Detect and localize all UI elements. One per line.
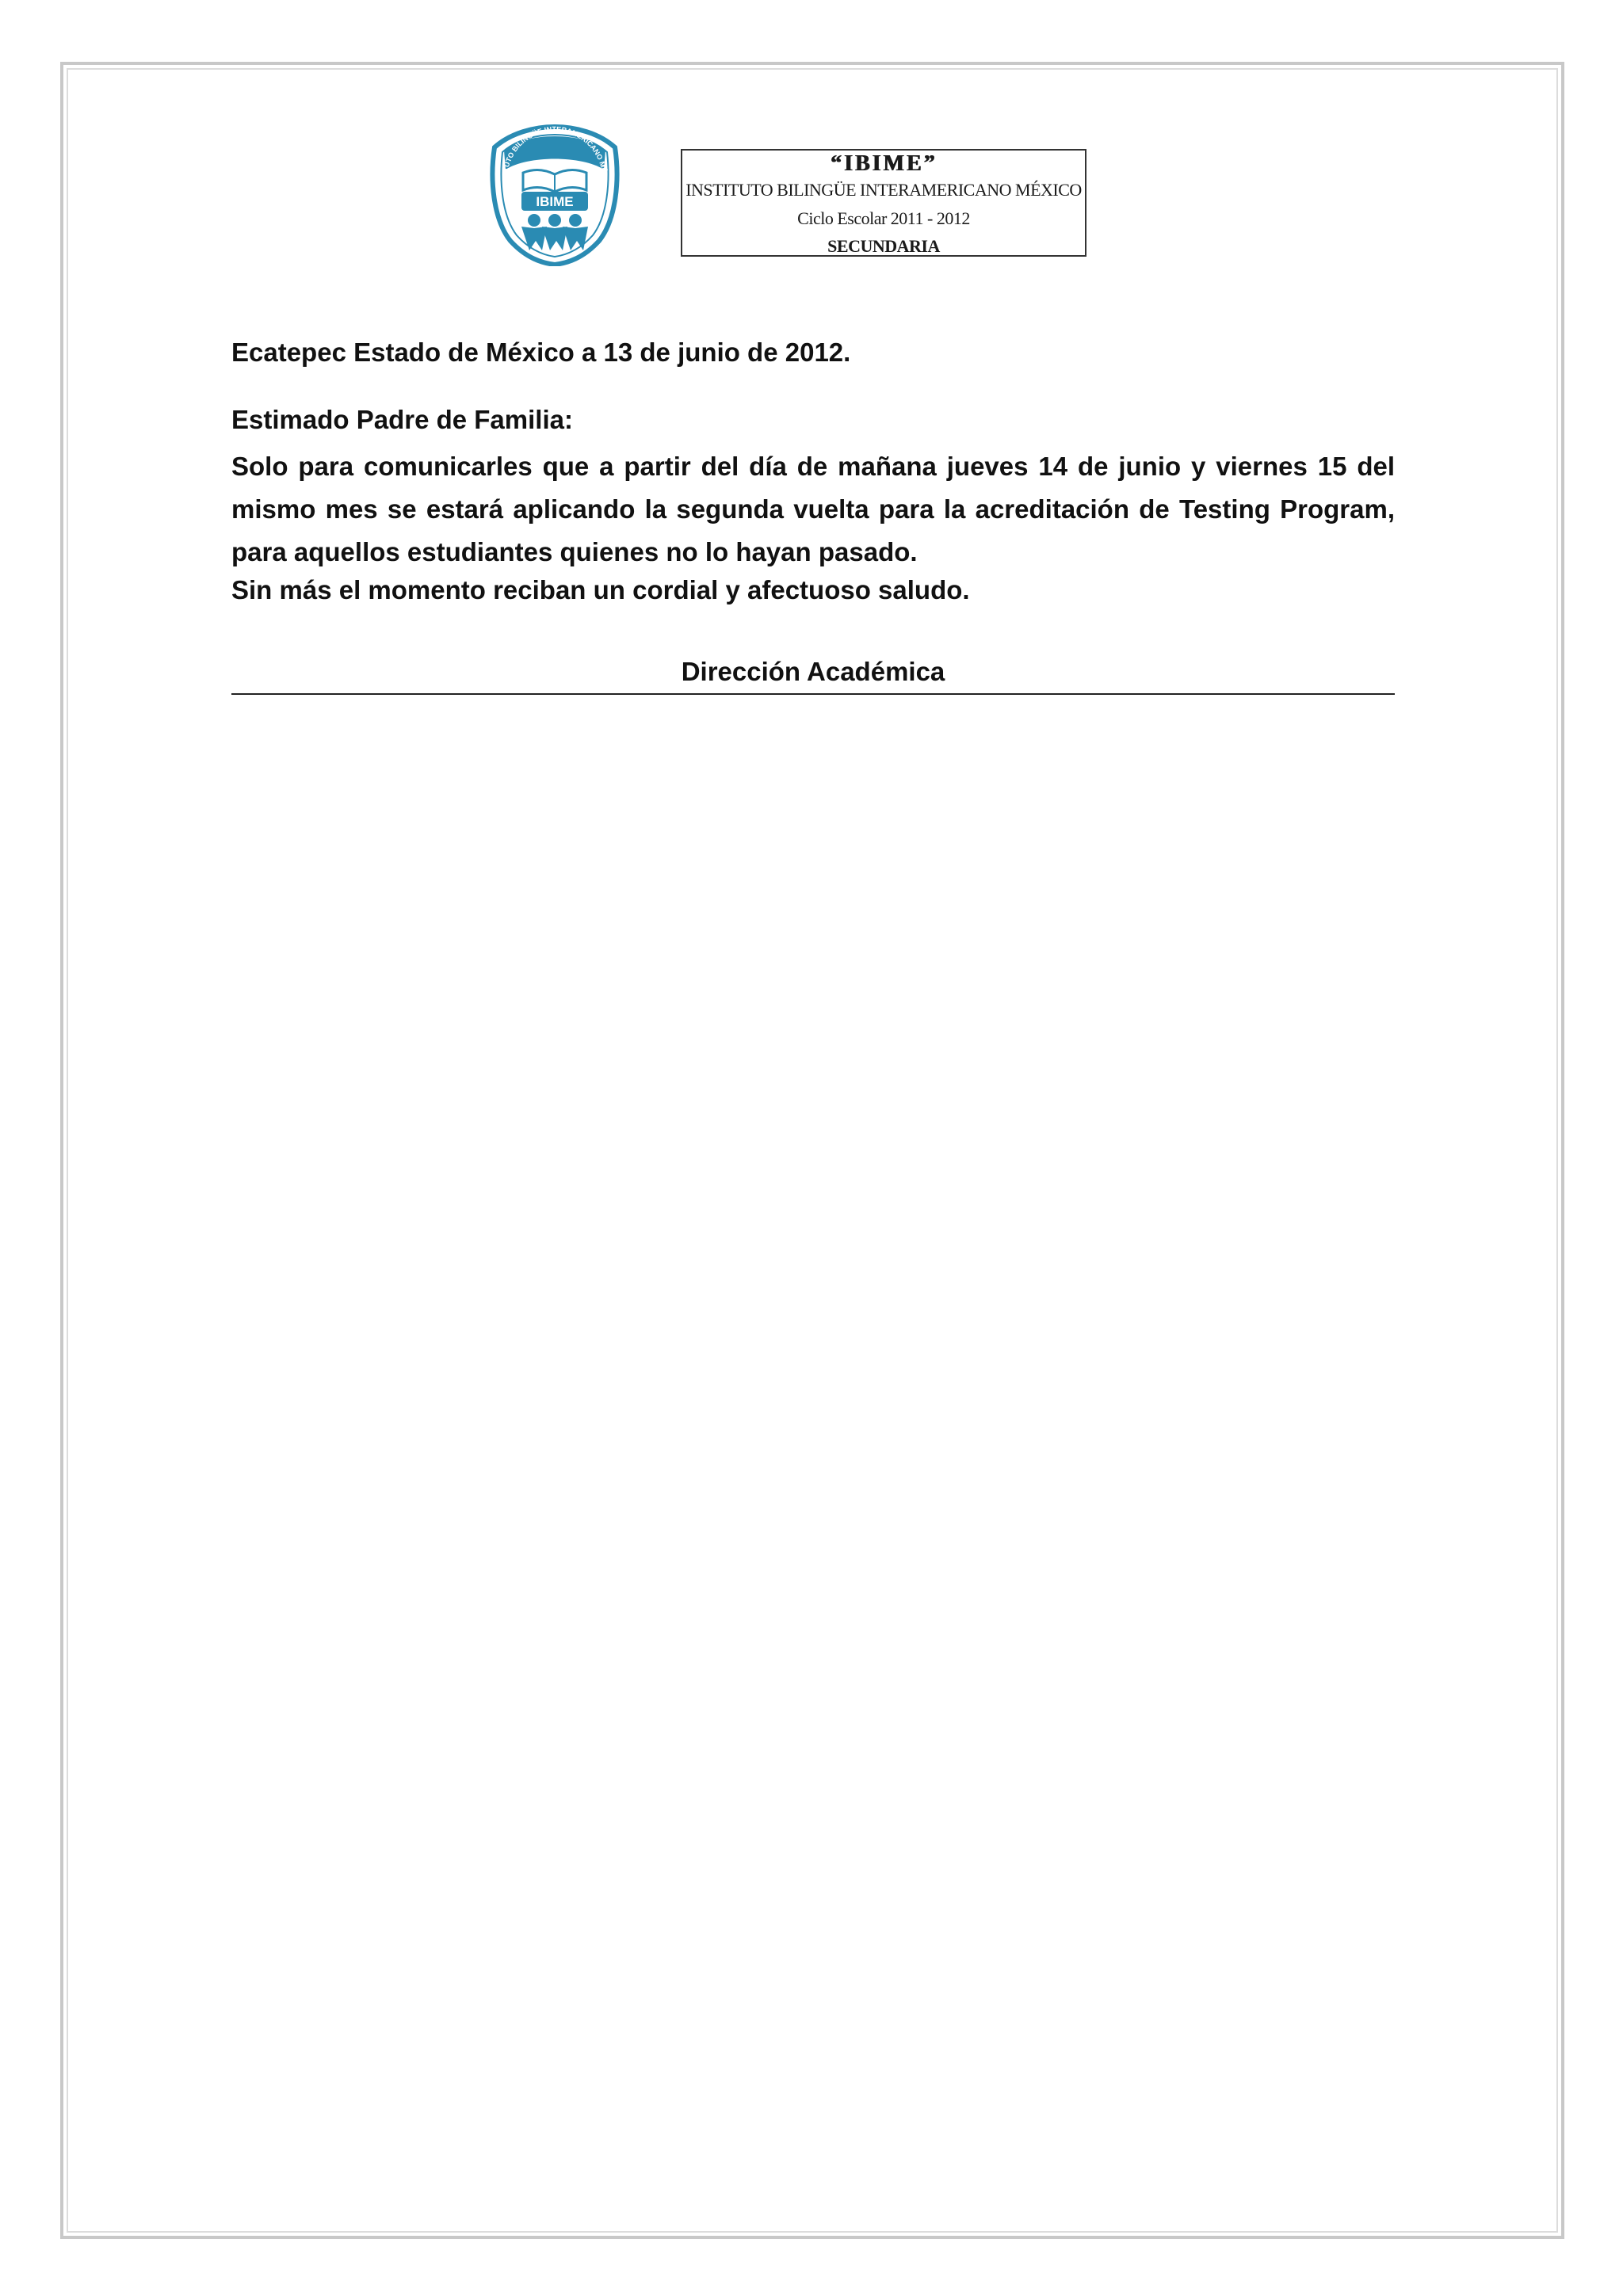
letter-closing: Sin más el momento reciban un cordial y afectuoso saludo.	[231, 575, 970, 605]
letter-greeting: Estimado Padre de Familia:	[231, 405, 573, 434]
logo-badge-text: IBIME	[536, 194, 574, 209]
page-border-inner	[67, 68, 1558, 2233]
institute-name: INSTITUTO BILINGÜE INTERAMERICANO MÉXICO	[685, 180, 1082, 200]
institute-header-box	[681, 149, 1086, 257]
letter-date: Ecatepec Estado de México a 13 de junio de 2012.	[231, 338, 851, 367]
letter-signature: Dirección Académica	[681, 657, 945, 686]
institute-acronym: “IBIME”	[830, 151, 938, 176]
letter-body: Solo para comunicarles que a partir del día de mañana jueves 14 de junio y viernes 15 del mismo mes se estará aplicando la segunda vuelta para la acreditación de Testing Program, para aquellos estudiantes quienes no lo hayan pasado.	[231, 452, 1395, 566]
school-cycle: Ciclo Escolar 2011 - 2012	[797, 208, 970, 228]
school-level: SECUNDARIA	[827, 236, 940, 256]
logo-ring-text: TITUTO BILINGÜE INTERAMERICANO MÉXI	[500, 124, 609, 180]
school-logo	[487, 124, 623, 266]
signature-rule	[231, 693, 1395, 695]
